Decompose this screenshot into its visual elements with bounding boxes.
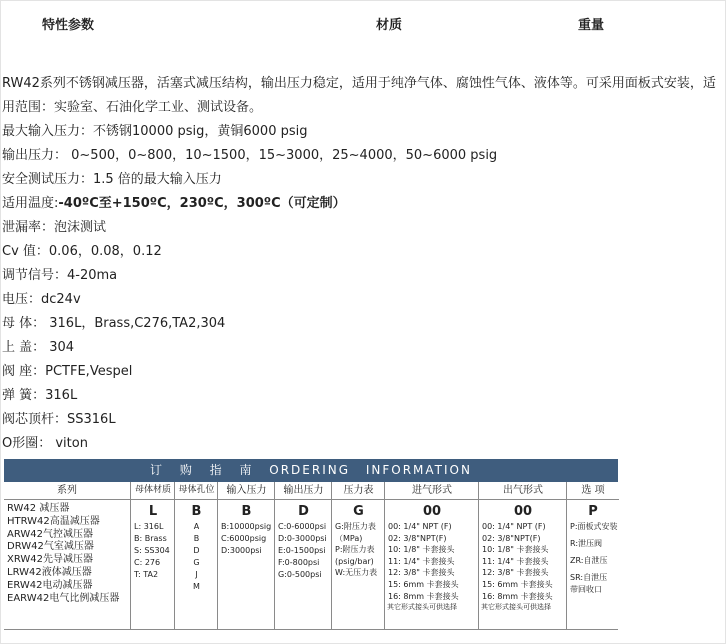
col-output-pressure xyxy=(274,482,332,630)
col-options-head: 选 项 xyxy=(567,482,619,500)
port-item: J xyxy=(195,570,198,579)
spec-temp xyxy=(2,192,724,216)
spec-intro: RW42系列不锈钢减压器，活塞式减压结构，输出压力稳定，适用于纯净气体、腐蚀性气体、液体等。可采用面板式安装，适用范围：实验室、石油化学工业、测试设备。 xyxy=(2,76,716,115)
gauge-item: P:附压力表 xyxy=(335,545,375,554)
gauge-item: （MPa) xyxy=(335,533,363,543)
inlet-item: 16: 8mm 卡套接头 xyxy=(388,591,459,601)
header-material: 材质 xyxy=(376,18,403,33)
port-item: G xyxy=(193,558,200,567)
inlet-item: 00: 1/4" NPT (F) xyxy=(388,522,452,531)
input-pressure-item: C:6000psig xyxy=(221,534,267,543)
col-options xyxy=(566,482,619,630)
series-item: XRW42先导减压器 xyxy=(7,554,94,566)
port-item: M xyxy=(193,582,200,591)
spec-spring: 弹 簧：316L xyxy=(2,388,78,403)
series-item: RW42 减压器 xyxy=(7,503,70,514)
output-pressure-item: D:0-3000psi xyxy=(278,534,327,543)
col-series-items xyxy=(4,503,130,605)
col-body-port-code: B xyxy=(191,504,202,519)
material-item: C: 276 xyxy=(134,558,161,567)
input-pressure-item: D:3000psi xyxy=(221,546,262,555)
table-bottom-rule xyxy=(4,629,618,630)
col-outlet-note: 其它形式接头可供选择 xyxy=(481,603,551,612)
spec-safety: 安全测试压力：1.5 倍的最大输入压力 xyxy=(2,172,222,187)
spec-temp-value: -40ºC至+150ºC，230ºC，300ºC（可定制） xyxy=(58,196,346,211)
col-body-port-head: 母体孔位 xyxy=(175,482,218,500)
outlet-item: 12: 3/8" 卡套接头 xyxy=(482,568,549,578)
col-series xyxy=(4,482,130,630)
spec-voltage: 电压：dc24v xyxy=(2,292,81,307)
spec-body: 母 体： 316L，Brass,C276,TA2,304 xyxy=(2,316,226,331)
col-input-pressure-code: B xyxy=(241,504,252,519)
spec-cap: 上 盖： 304 xyxy=(2,340,75,355)
gauge-item: G:附压力表 xyxy=(335,522,376,531)
output-pressure-item: F:0-800psi xyxy=(278,558,320,567)
series-item: HTRW42高温减压器 xyxy=(7,515,100,527)
spec-leak: 泄漏率：泡沫测试 xyxy=(2,220,107,235)
col-gauge-head: 压力表 xyxy=(332,482,385,500)
col-inlet xyxy=(384,482,479,630)
col-options-code: P xyxy=(588,504,598,519)
material-item: T: TA2 xyxy=(134,570,159,579)
outlet-item: 16: 8mm 卡套接头 xyxy=(482,591,553,601)
material-item: B: Brass xyxy=(134,534,167,543)
col-inlet-note: 其它形式接头可供选择 xyxy=(387,603,457,612)
col-outlet-items xyxy=(479,521,567,602)
output-pressure-item: E:0-1500psi xyxy=(278,546,326,555)
col-outlet xyxy=(478,482,567,630)
col-input-pressure-items xyxy=(218,521,275,557)
spec-max-input: 最大输入压力：不锈钢10000 psig，黄铜6000 psig xyxy=(2,124,308,139)
col-body-port xyxy=(174,482,218,630)
ordering-title: 订 购 指 南 ORDERING INFORMATION xyxy=(4,459,618,482)
inlet-item: 11: 1/4" 卡套接头 xyxy=(388,556,455,566)
inlet-item: 15: 6mm 卡套接头 xyxy=(388,579,459,589)
output-pressure-item: G:0-500psi xyxy=(278,570,322,579)
inlet-item: 02: 3/8"NPT(F) xyxy=(388,533,447,543)
col-output-pressure-code: D xyxy=(298,504,309,519)
col-body-port-items xyxy=(175,521,218,593)
material-item: S: SS304 xyxy=(134,546,170,555)
spec-signal: 调节信号：4-20ma xyxy=(2,268,118,283)
inlet-item: 10: 1/8" 卡套接头 xyxy=(388,545,455,555)
output-pressure-item: C:0-6000psi xyxy=(278,522,327,531)
option-item: SR:自泄压 xyxy=(570,573,608,582)
header-spec-params: 特性参数 xyxy=(42,18,95,33)
col-options-items xyxy=(567,521,619,596)
spec-stem: 阀芯顶杆：SS316L xyxy=(2,412,116,427)
col-inlet-head: 进气形式 xyxy=(385,482,479,500)
gauge-item: (psig/bar) xyxy=(335,556,374,566)
option-item: 带回收口 xyxy=(570,585,602,594)
outlet-item: 11: 1/4" 卡套接头 xyxy=(482,556,549,566)
col-outlet-code: 00 xyxy=(513,504,533,519)
series-item: ARW42气控减压器 xyxy=(7,528,93,540)
port-item: D xyxy=(193,546,200,555)
col-output-pressure-items xyxy=(275,521,332,581)
series-item: EARW42电气比例减压器 xyxy=(7,592,120,604)
col-outlet-head: 出气形式 xyxy=(479,482,567,500)
series-item: ERW42电动减压器 xyxy=(7,579,93,591)
outlet-item: 15: 6mm 卡套接头 xyxy=(482,579,553,589)
input-pressure-item: B:10000psig xyxy=(221,522,272,531)
col-input-pressure-head: 输入压力 xyxy=(218,482,275,500)
gauge-item: W:无压力表 xyxy=(335,568,378,577)
col-gauge xyxy=(331,482,385,630)
outlet-item: 02: 3/8"NPT(F) xyxy=(482,533,541,543)
spec-list xyxy=(2,72,724,456)
col-gauge-items xyxy=(332,521,385,579)
spec-temp-label: 适用温度: xyxy=(2,196,59,211)
inlet-item: 12: 3/8" 卡套接头 xyxy=(388,568,455,578)
col-input-pressure xyxy=(217,482,275,630)
series-item: LRW42液体减压器 xyxy=(7,566,92,578)
col-inlet-items xyxy=(385,521,479,602)
col-series-head: 系列 xyxy=(4,482,130,500)
material-item: L: 316L xyxy=(134,522,164,531)
col-body-material-head: 母体材质 xyxy=(131,482,175,500)
port-item: A xyxy=(193,522,200,531)
col-gauge-code: G xyxy=(353,504,364,519)
ordering-table xyxy=(4,459,620,633)
spec-seat: 阀 座：PCTFE,Vespel xyxy=(2,364,133,379)
option-item: P:面板式安装 xyxy=(570,522,618,531)
spec-cv: Cv 值：0.06，0.08，0.12 xyxy=(2,244,162,259)
header-weight: 重量 xyxy=(578,18,605,33)
col-body-material xyxy=(130,482,175,630)
col-output-pressure-head: 输出压力 xyxy=(275,482,332,500)
col-body-material-code: L xyxy=(148,504,158,519)
option-item: R:泄压阀 xyxy=(570,539,603,548)
spec-oring: O形圈： viton xyxy=(2,436,88,451)
col-inlet-code: 00 xyxy=(422,504,442,519)
spec-output: 输出压力： 0~500，0~800，10~1500，15~3000，25~4000，50~6000 psig xyxy=(2,148,498,163)
port-item: B xyxy=(193,534,200,543)
outlet-item: 00: 1/4" NPT (F) xyxy=(482,522,546,531)
outlet-item: 10: 1/8" 卡套接头 xyxy=(482,545,549,555)
series-item: DRW42气室减压器 xyxy=(7,541,94,553)
option-item: ZR:自泄压 xyxy=(570,556,608,565)
col-body-material-items xyxy=(131,521,175,581)
